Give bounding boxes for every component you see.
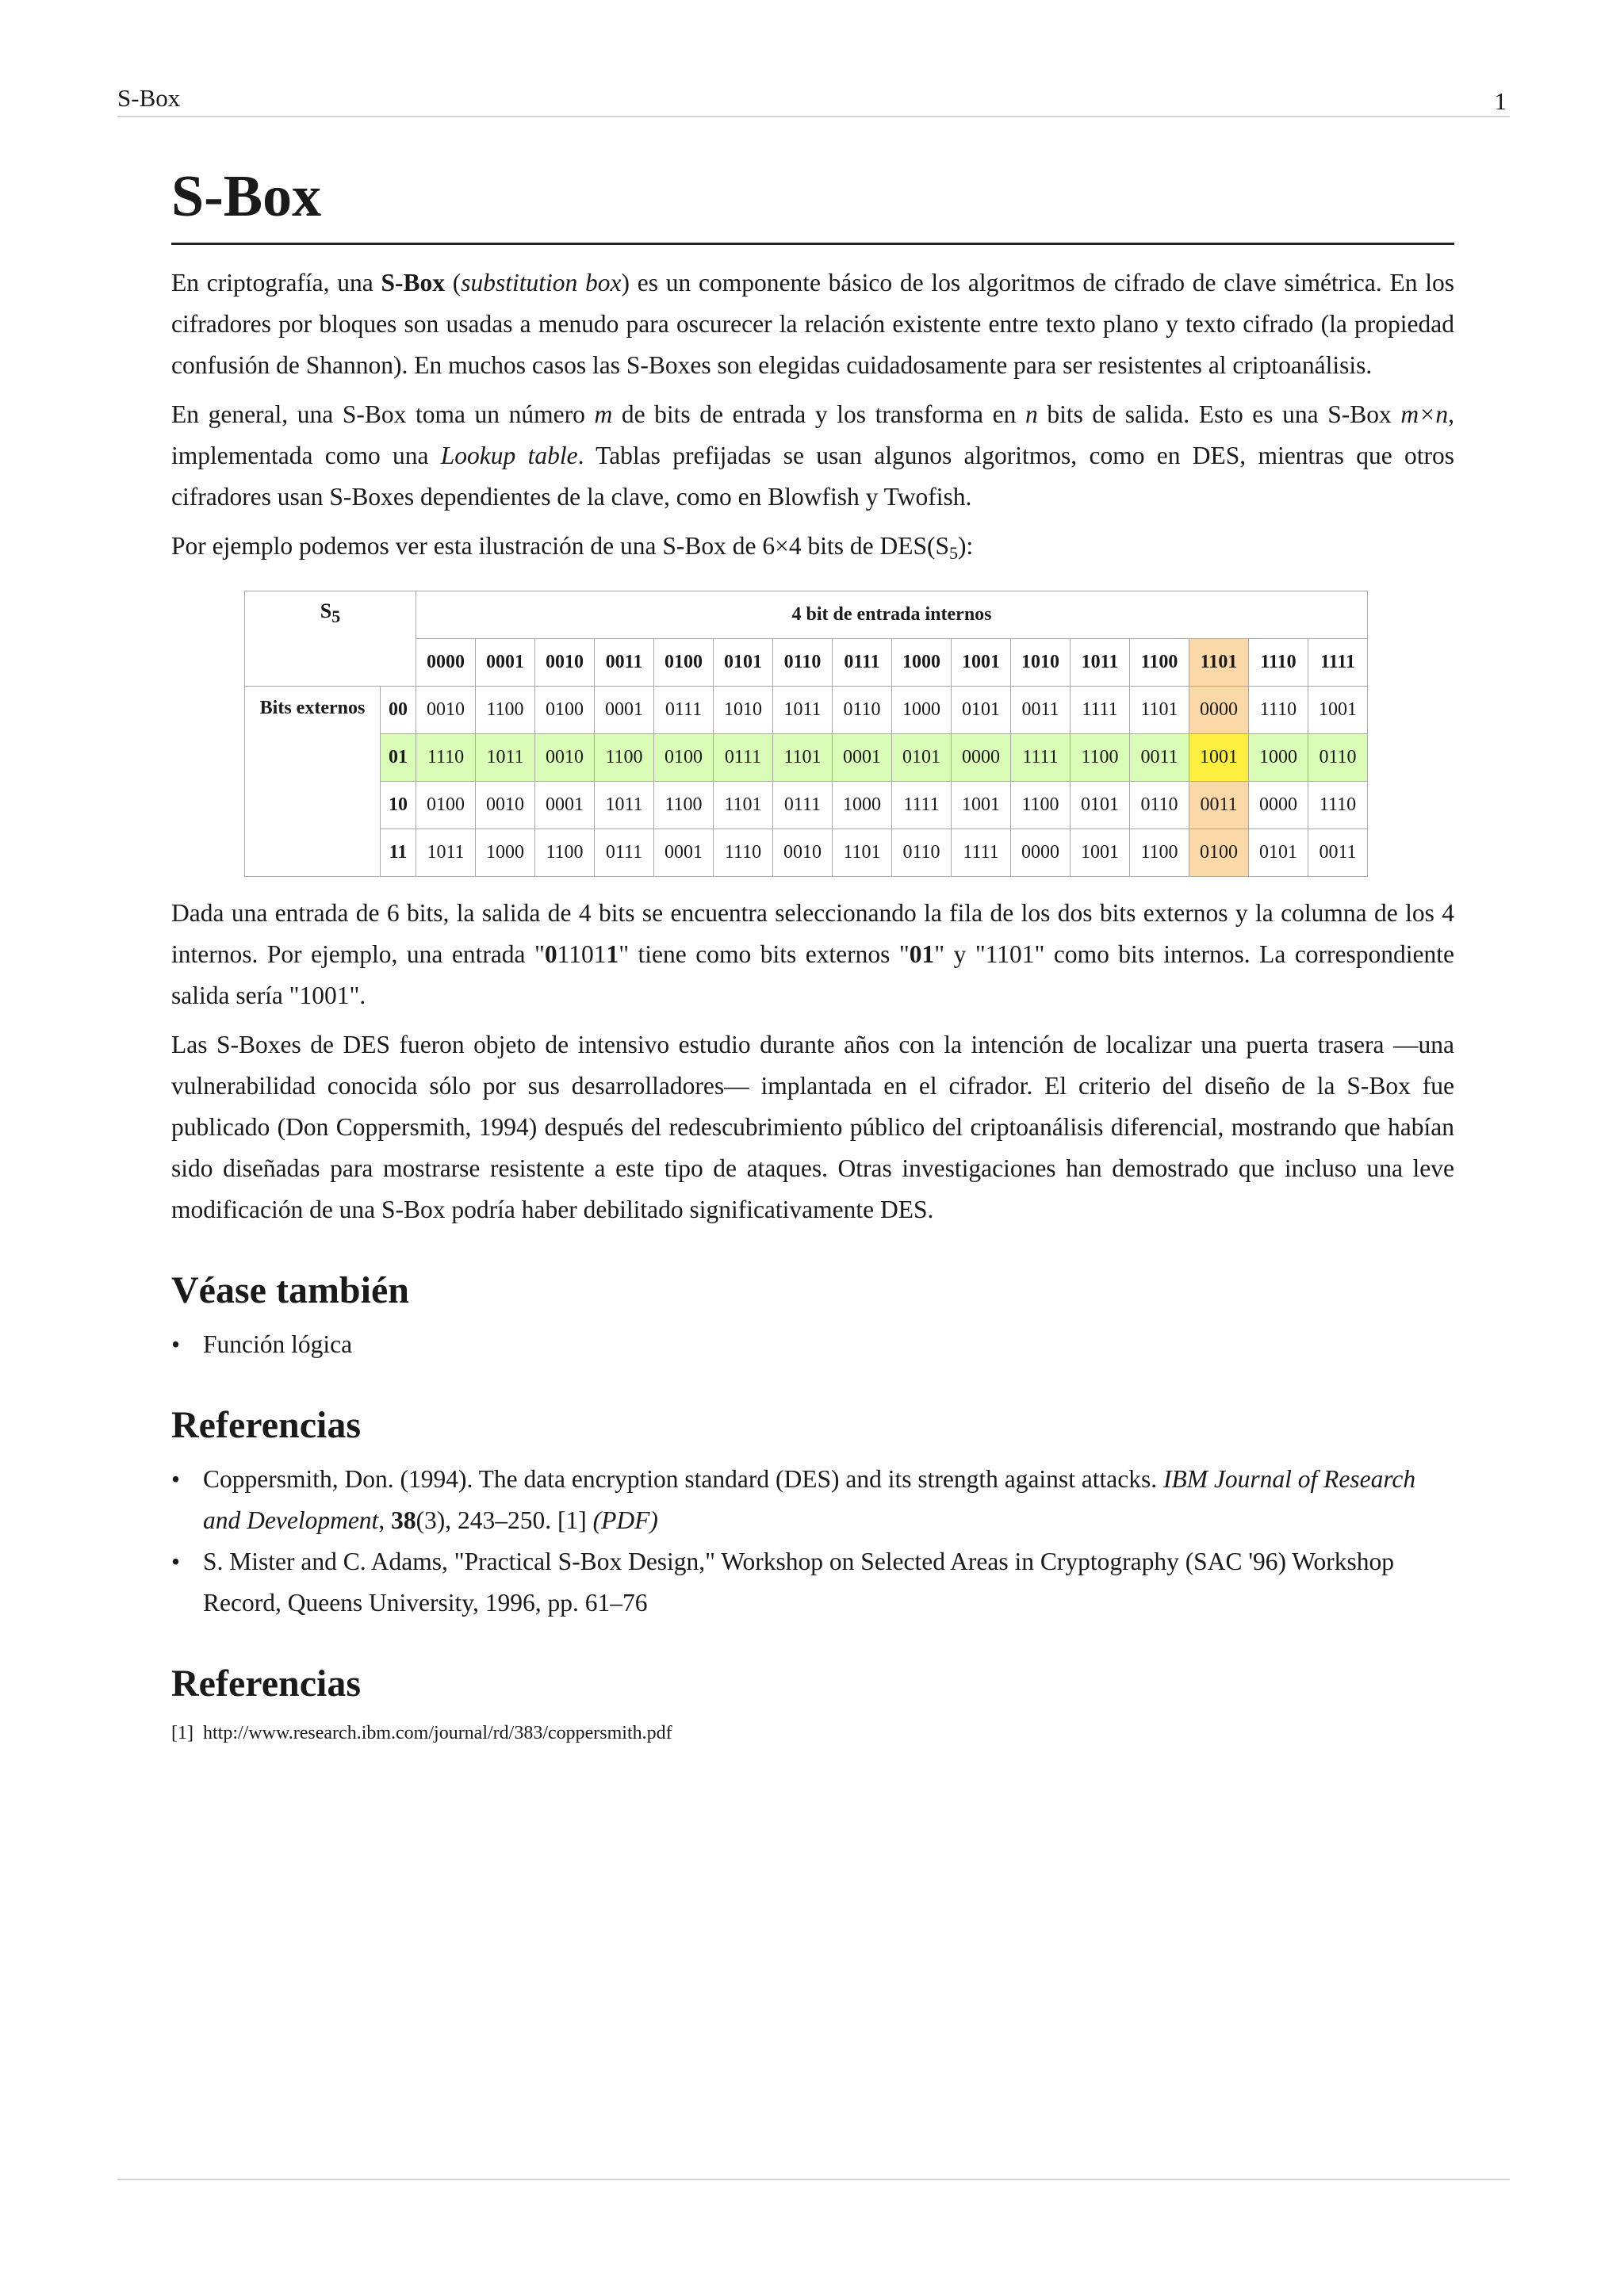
sbox-table: [244, 591, 1368, 877]
column-header: 0010: [535, 639, 595, 687]
note-item: [1] http://www.research.ibm.com/journal/rd/383/coppersmith.pdf: [171, 1723, 672, 1743]
column-header: 1111: [1308, 639, 1368, 687]
table-cell: 0011: [1308, 829, 1368, 877]
table-cell: 0111: [595, 829, 654, 877]
intro-paragraph-3: Por ejemplo podemos ver esta ilustración de una S-Box de 6×4 bits de $DES(S_5)$:: [171, 532, 974, 563]
table-cell: 1100: [595, 734, 654, 782]
sbox-term: S-Box: [381, 269, 446, 297]
footer-rule: [117, 2179, 1510, 2180]
table-cell: 0100: [535, 687, 595, 734]
inner-bits-header: 4 bit de entrada internos: [416, 591, 1368, 639]
table-cell: 0111: [773, 782, 833, 829]
column-header: 1010: [1011, 639, 1071, 687]
page-title: S-Box: [171, 159, 1454, 245]
table-row: [245, 687, 1368, 734]
table-cell: 0010: [416, 687, 476, 734]
table-cell: 0110: [1130, 782, 1189, 829]
table-cell: 1101: [1130, 687, 1189, 734]
table-cell: 0101: [1071, 782, 1130, 829]
column-header: 1000: [892, 639, 952, 687]
table-cell: 0001: [654, 829, 714, 877]
table-cell: 0001: [535, 782, 595, 829]
table-cell: 1100: [654, 782, 714, 829]
table-cell: 1101: [833, 829, 892, 877]
intro-paragraph-2: En general, una S-Box toma un número m de bits de entrada y los transforma en n bits de salida. Esto es una S-Box m×n, implementada como una Lookup table. Tablas prefijadas se usan algunos algoritmos, como en DES, mientras que otros cifradores usan S-Boxes dependientes de la clave, como en Blowfish y Twofish.: [171, 400, 1454, 511]
table-cell: 0100: [416, 782, 476, 829]
table-cell: 1100: [1130, 829, 1189, 877]
table-cell: 1111: [892, 782, 952, 829]
table-cell: 1100: [535, 829, 595, 877]
column-header: 0110: [773, 639, 833, 687]
column-header: 1101: [1189, 639, 1249, 687]
bullet-icon: •: [171, 1330, 181, 1358]
outer-bits-value: 01: [381, 734, 416, 782]
table-cell: 1000: [833, 782, 892, 829]
column-header: 1001: [952, 639, 1011, 687]
table-cell: 0010: [535, 734, 595, 782]
outer-bits-value: 10: [381, 782, 416, 829]
references-heading: Referencias: [171, 1404, 362, 1446]
table-cell: 0011: [1011, 687, 1071, 734]
table-cell: 1001: [1308, 687, 1368, 734]
table-cell: 0110: [833, 687, 892, 734]
note-url-link[interactable]: http://www.research.ibm.com/journal/rd/383/coppersmith.pdf: [202, 1723, 672, 1743]
table-cell: 1011: [416, 829, 476, 877]
table-cell: 0111: [654, 687, 714, 734]
table-cell: 0100: [654, 734, 714, 782]
table-header-row: [245, 591, 1368, 639]
table-cell: 1111: [1011, 734, 1071, 782]
table-cell: 1100: [1011, 782, 1071, 829]
table-cell: 1000: [1249, 734, 1308, 782]
table-row: [245, 829, 1368, 877]
table-cell: 1011: [476, 734, 535, 782]
table-cell: 1101: [714, 782, 773, 829]
table-cell: 1101: [773, 734, 833, 782]
column-header: 0001: [476, 639, 535, 687]
table-cell: 0001: [595, 687, 654, 734]
see-also-list: [171, 1324, 1454, 1365]
references-list: [171, 1459, 1454, 1624]
table-cell: 1001: [1189, 734, 1249, 782]
column-header: 0000: [416, 639, 476, 687]
table-cell: 1001: [952, 782, 1011, 829]
outer-bits-label: Bits externos: [245, 687, 381, 877]
running-header: [117, 79, 1510, 117]
table-cell: 1110: [1308, 782, 1368, 829]
table-cell: 0000: [1011, 829, 1071, 877]
table-cell: 0101: [892, 734, 952, 782]
table-cell: 1110: [714, 829, 773, 877]
table-cell: 1011: [773, 687, 833, 734]
table-cell: 0010: [476, 782, 535, 829]
bullet-icon: •: [171, 1548, 181, 1575]
outer-bits-value: 00: [381, 687, 416, 734]
reference-item: • S. Mister and C. Adams, "Practical S-Box Design," Workshop on Selected Areas in Cryptography (SAC '96) Workshop Record, Queens University, 1996, pp. 61–76: [171, 1541, 1454, 1624]
table-cell: 1111: [1071, 687, 1130, 734]
table-cell: 0011: [1130, 734, 1189, 782]
table-cell: 0000: [1189, 687, 1249, 734]
column-header: 0111: [833, 639, 892, 687]
page-number: 1: [1494, 87, 1507, 115]
table-cell: 0101: [1249, 829, 1308, 877]
intro-paragraph-1: En criptografía, una S-Box (substitution box) es un componente básico de los algoritmos de cifrado de clave simétrica. En los cifradores por bloques son usadas a menudo para oscurecer la relación existente entre texto plano y texto cifrado (la propiedad confusión de Shannon). En muchos casos las S-Boxes son elegidas cuidadosamente para ser resistentes al criptoanálisis.: [171, 269, 1454, 379]
table-cell: 1011: [595, 782, 654, 829]
list-item[interactable]: • Función lógica: [171, 1324, 1454, 1365]
table-cell: 1100: [1071, 734, 1130, 782]
table-row: [245, 734, 1368, 782]
table-cell: 1001: [1071, 829, 1130, 877]
table-cell: 1010: [714, 687, 773, 734]
table-cell: 0001: [833, 734, 892, 782]
explanation-paragraph: Dada una entrada de 6 bits, la salida de 4 bits se encuentra seleccionando la fila de los dos bits externos y la columna de los 4 internos. Por ejemplo, una entrada "011011" tiene como bits externos "01" y "1101" como bits internos. La correspondiente salida sería "1001".: [171, 899, 1454, 1009]
table-cell: 0000: [952, 734, 1011, 782]
column-header: 0100: [654, 639, 714, 687]
reference-item: • Coppersmith, Don. (1994). The data encryption standard (DES) and its strength against attacks. IBM Journal of Research and Development, 38(3), 243–250. [1] (PDF): [171, 1459, 1454, 1541]
see-also-heading: Véase también: [171, 1269, 409, 1311]
table-cell: 1000: [892, 687, 952, 734]
table-cell: 0010: [773, 829, 833, 877]
table-corner-label: $S_5$: [245, 591, 416, 687]
running-header-title: S-Box: [117, 84, 181, 112]
table-cell: 1000: [476, 829, 535, 877]
table-cell: 1100: [476, 687, 535, 734]
bullet-icon: •: [171, 1465, 181, 1493]
column-header: 1011: [1071, 639, 1130, 687]
article-body: [171, 159, 1454, 1749]
table-cell: 0111: [714, 734, 773, 782]
table-row: [245, 782, 1368, 829]
table-cell: 1110: [416, 734, 476, 782]
table-cell: 0000: [1249, 782, 1308, 829]
pdf-link[interactable]: (PDF): [592, 1506, 658, 1534]
column-header: 0011: [595, 639, 654, 687]
table-cell: 0100: [1189, 829, 1249, 877]
column-header: 0101: [714, 639, 773, 687]
column-header: 1100: [1130, 639, 1189, 687]
outer-bits-value: 11: [381, 829, 416, 877]
column-header: 1110: [1249, 639, 1308, 687]
table-cell: 0110: [892, 829, 952, 877]
notes-heading: Referencias: [171, 1663, 362, 1705]
table-cell: 0110: [1308, 734, 1368, 782]
table-cell: 0101: [952, 687, 1011, 734]
history-paragraph: Las S-Boxes de DES fueron objeto de intensivo estudio durante años con la intención de localizar una puerta trasera —una vulnerabilidad conocida sólo por sus desarrolladores— implantada en el cifrador. El criterio del diseño de la S-Box fue publicado (Don Coppersmith, 1994) después del redescubrimiento público del criptoanálisis diferencial, mostrando que habían sido diseñadas para mostrarse resistente a este tipo de ataques. Otras investigaciones han demostrado que incluso una leve modificación de una S-Box podría haber debilitado significativamente DES.: [171, 1031, 1454, 1223]
table-cell: 0011: [1189, 782, 1249, 829]
table-cell: 1111: [952, 829, 1011, 877]
table-cell: 1110: [1249, 687, 1308, 734]
